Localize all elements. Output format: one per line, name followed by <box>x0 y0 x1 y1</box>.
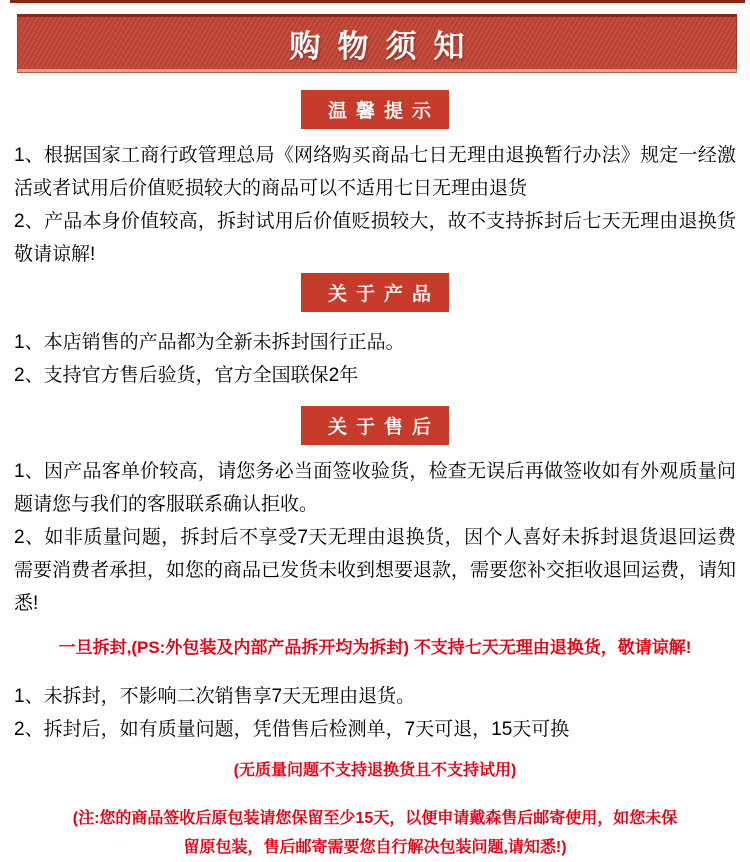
notice-item: 1、根据国家工商行政管理总局《网络购买商品七日无理由退换暂行办法》规定一经激活或者试用后价值贬损较大的商品可以不适用七日无理由退货 <box>14 145 736 199</box>
section-label-aftersales <box>301 406 449 445</box>
notice-item: 1、未拆封，不影响二次销售享7天无理由退货。 <box>14 686 416 707</box>
page-title: 购物须知 <box>289 28 482 64</box>
section-label-product <box>301 273 449 312</box>
section-label-tips <box>301 90 449 129</box>
section-label-tips-text: 温馨提示 <box>327 101 440 122</box>
top-divider <box>10 0 745 3</box>
notice-item: 2、产品本身价值较高，拆封试用后价值贬损较大，故不支持拆封后七天无理由退换货敬请谅解! <box>14 211 736 265</box>
notice-item: 1、本店销售的产品都为全新未拆封国行正品。 <box>14 332 405 353</box>
notice-item: 2、拆封后，如有质量问题，凭借售后检测单，7天可退，15天可换 <box>14 719 570 740</box>
notice-item: 2、如非质量问题，拆封后不享受7天无理由退换货，因个人喜好未拆封退货退回运费需要消费者承担，如您的商品已发货未收到想要退款，需要您补交拒收退回运费，请知悉! <box>14 527 737 614</box>
aftersales-notice-list <box>0 455 750 620</box>
section-label-product-text: 关于产品 <box>327 284 440 305</box>
notice-item: 1、因产品客单价较高，请您务必当面签收验货，检查无误后再做签收如有外观质量问题请您与我们的客服联系确认拒收。 <box>14 461 736 515</box>
product-notice-list <box>0 326 750 392</box>
tips-notice-list <box>0 139 750 271</box>
section-label-aftersales-text: 关于售后 <box>327 417 440 438</box>
header-banner <box>17 14 737 72</box>
seal-warning-text: 一旦拆封,(PS:外包装及内部产品拆开均为拆封) 不支持七天无理由退换货，敬请谅解! <box>58 638 692 657</box>
notice-item: 2、支持官方售后验货，官方全国联保2年 <box>14 365 359 386</box>
quality-note-text: (无质量问题不支持退换货且不支持试用) <box>233 762 517 779</box>
return-policy-list <box>0 680 750 746</box>
packaging-note-text: (注:您的商品签收后原包装请您保留至少15天，以便申请戴森售后邮寄使用，如您未保留原包装，售后邮寄需要您自行解决包装问题,请知悉!) <box>72 810 678 856</box>
